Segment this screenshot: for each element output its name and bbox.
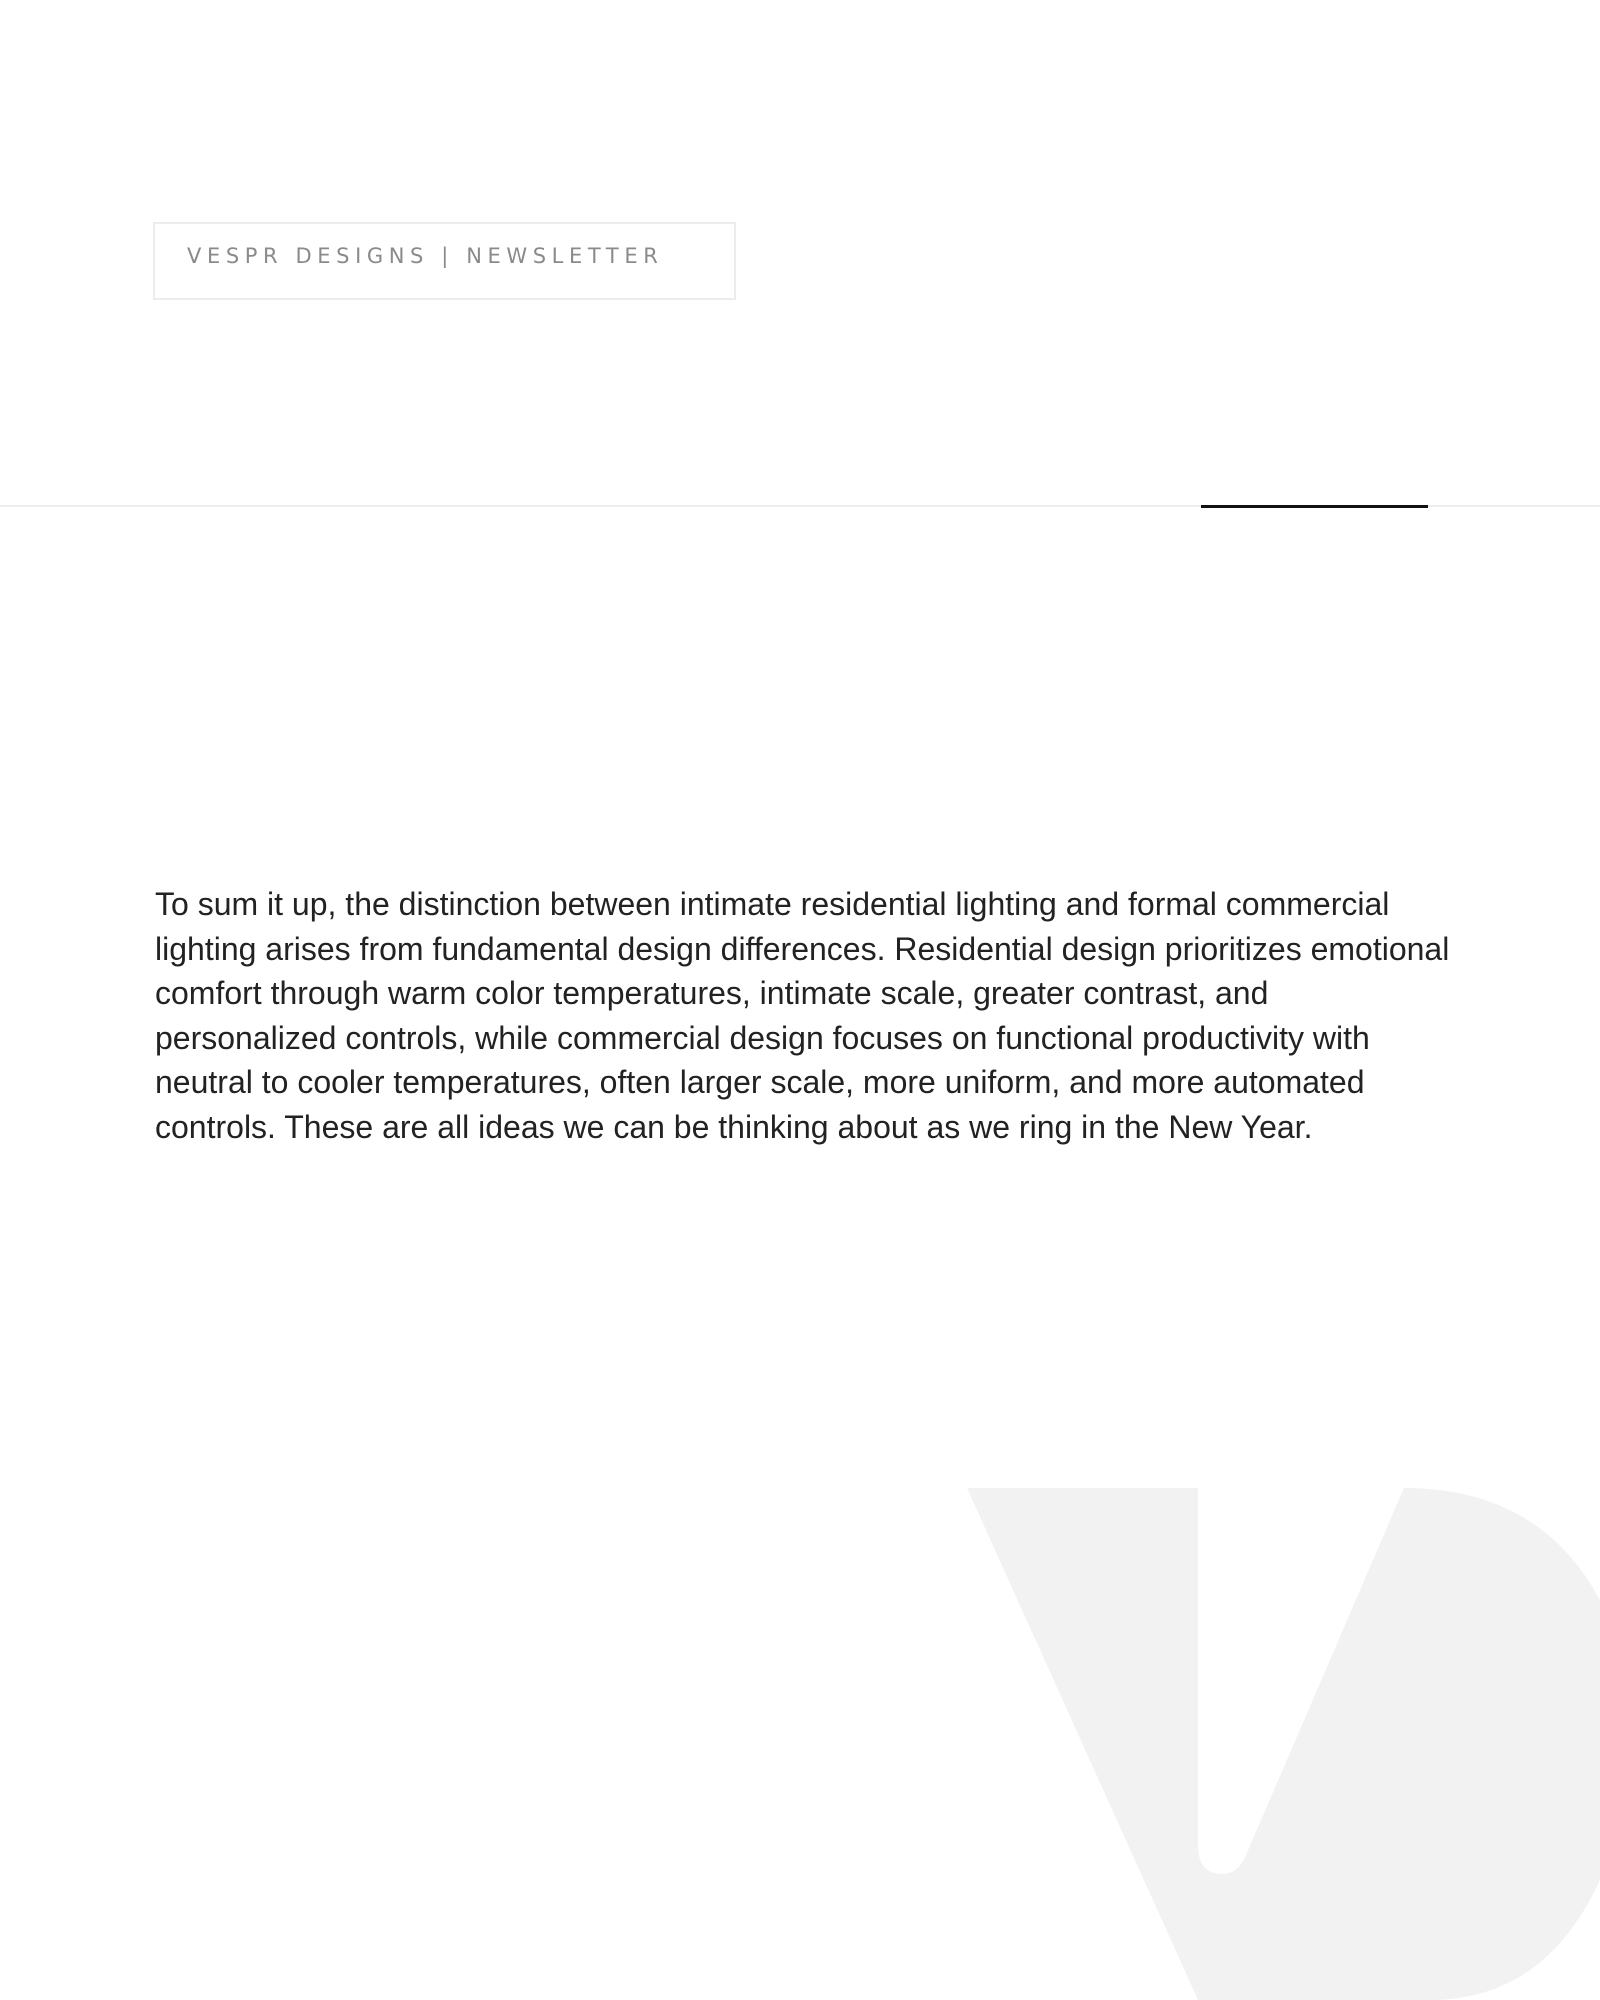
article-body-text: To sum it up, the distinction between intimate residential lighting and formal commercial lighting arises from fundamental design differences. Residential design prioritizes emotional comfort through warm color temperatures, intimate scale, greater contrast, and personalized controls, while commercial design focuses on functional productivity with neutral to cooler temperatures, often larger scale, more uniform, and more automated controls. These are all ideas we can be thinking about as we ring in the New Year. [155,886,1450,1145]
newsletter-header-badge [153,222,736,300]
newsletter-header-title: VESPR DESIGNS | NEWSLETTER [187,244,664,268]
logo-v-stroke [967,1488,1600,2000]
section-divider-accent [1201,505,1428,508]
